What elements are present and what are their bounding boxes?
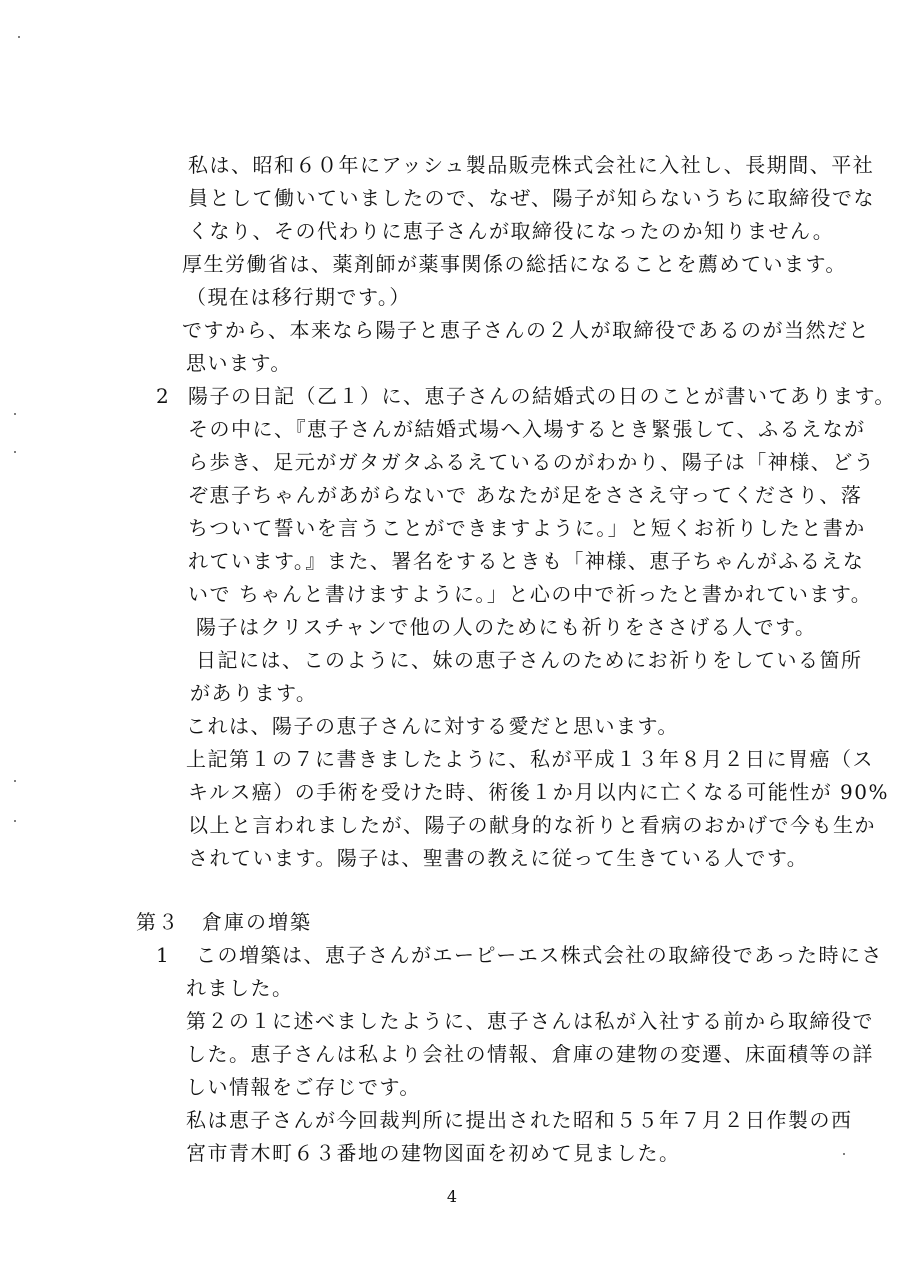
body-text-line: その中に、『恵子さんが結婚式場へ入場するとき緊張して、ふるえなが: [188, 417, 866, 441]
body-text-line: 思います。: [186, 351, 292, 375]
scan-speck: [14, 780, 16, 782]
body-text-line: いで ちゃんと書けますように。」と心の中で祈ったと書かれています。: [188, 582, 873, 606]
body-text-line: れました。: [186, 976, 294, 1000]
body-text-line: 私は、昭和６０年にアッシュ製品販売株式会社に入社し、長期間、平社: [188, 153, 875, 177]
body-text-line: 員として働いていましたので、なぜ、陽子が知らないうちに取締役でな: [188, 186, 875, 210]
body-text-line: 私は恵子さんが今回裁判所に提出された昭和５５年７月２日作製の西: [186, 1108, 853, 1132]
item-number: 1: [156, 943, 169, 967]
body-text-line: されています。陽子は、聖書の教えに従って生きている人です。: [188, 846, 809, 870]
body-text-line: くなり、その代わりに恵子さんが取締役になったのか知りません。: [188, 219, 835, 243]
body-text-line: （現在は移行期です。）: [186, 285, 411, 309]
body-text-line: 厚生労働省は、薬剤師が薬事関係の総括になることを薦めています。: [182, 252, 847, 276]
body-text-line: 宮市青木町６３番地の建物図面を初めて見ました。: [186, 1141, 681, 1165]
body-text-line: ぞ恵子ちゃんがあがらないで あなたが足をささえ守ってくださり、落: [188, 483, 863, 507]
scan-speck: [843, 1153, 845, 1155]
section-heading: 第３ 倉庫の増築: [136, 910, 312, 934]
scan-speck: [14, 820, 16, 822]
scan-speck: [18, 36, 20, 38]
body-text-line: れています。』また、署名をするときも「神様、恵子ちゃんがふるえな: [188, 549, 865, 573]
body-text-line: ですから、本来なら陽子と恵子さんの２人が取締役であるのが当然だと: [182, 318, 870, 342]
body-text-line: 以上と言われましたが、陽子の献身的な祈りと看病のおかげで今も生か: [188, 813, 876, 837]
body-text-line: 陽子の日記（乙１）に、恵子さんの結婚式の日のことが書いてあります。: [188, 384, 896, 408]
body-text-line: 日記には、このように、妹の恵子さんのためにお祈りをしている箇所: [196, 648, 863, 672]
body-text-line: 陽子はクリスチャンで他の人のためにも祈りをささげる人です。: [196, 615, 817, 639]
body-text-line: キルス癌）の手術を受けた時、術後１か月以内に亡くなる可能性が 90%: [188, 780, 890, 804]
body-text-line: があります。: [190, 681, 318, 705]
page-number: 4: [446, 1187, 458, 1206]
body-text-line: 第２の１に述べましたように、恵子さんは私が入社する前から取締役で: [186, 1009, 874, 1033]
body-text-line: この増築は、恵子さんがエーピーエス株式会社の取締役であった時にさ: [196, 943, 883, 967]
body-text-line: ら歩き、足元がガタガタふるえているのがわかり、陽子は「神様、どう: [188, 450, 876, 474]
body-text-line: しい情報をご存じです。: [186, 1075, 421, 1099]
body-text-line: これは、陽子の恵子さんに対する愛だと思います。: [186, 714, 679, 738]
body-text-line: 上記第１の７に書きましたように、私が平成１３年８月２日に胃癌（ス: [186, 747, 874, 771]
body-text-line: した。恵子さんは私より会社の情報、倉庫の建物の変遷、床面積等の詳: [186, 1042, 874, 1066]
body-text-line: ちついて誓いを言うことができますように。」と短くお祈りしたと書か: [188, 516, 866, 540]
scan-speck: [14, 413, 16, 415]
item-number: 2: [156, 384, 169, 408]
scan-speck: [14, 451, 16, 453]
